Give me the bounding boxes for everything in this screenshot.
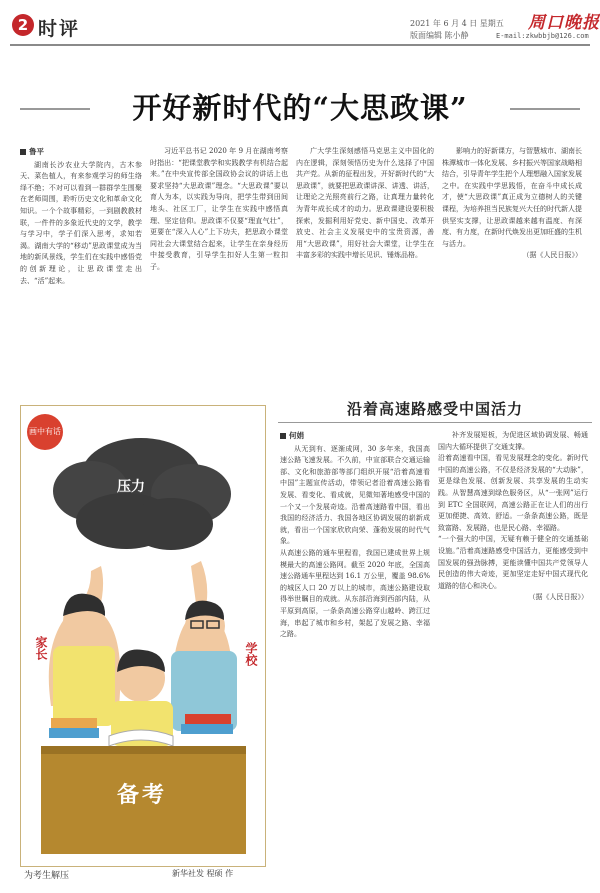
cloud-label: 压力 [117,479,145,495]
header-divider [10,44,590,46]
article1-column-2 [150,146,288,391]
issue-date: 2021 年 6 月 4 日 星期五 [410,19,504,28]
article1-byline: 鲁平 [20,146,142,158]
newspaper-masthead: 周口晚报 [528,13,600,33]
second-headline: 沿着高速路感受中国活力 [346,400,523,418]
article2-paragraph: 从无到有、逐渐成网，30 多年来，我国高速公路飞速发展。不久前，中宣部联合交通运输部、文化和旅游部等部门组织开展“沿着高速看中国”主题宣传活动，带领记者沿着高速公路看发展、看变化、看成就，见微知著地感受中国的一个又一个发展奇迹。沿着高速路看中国，看出我国的经济活力、我国各地区协调发展的崭新成就，看出一个国家欣欣向荣、蓬勃发展的时代气象。 从高速公路的通车里程看，我国已建成世界上规模最大的高速公路网。截至 2020 年底，全国高速公路通车里程达到 16.1 万公里，覆盖 98.6% 的城区人口 20 万以上的城市，高速公路建设取得举世瞩目的成就。从东部沿海到西部内陆，从平原到高原，一条条高速公路穿山越岭、跨江过海，串起了城市和乡村，架起了发展之路、幸福之路。 [280,444,430,639]
byline-marker-icon [280,433,286,439]
article1-column-3 [296,146,434,391]
section-title: 时评 [38,18,81,40]
page-number-badge: 2 [12,14,34,36]
article1-paragraph: 影响力的好新课方，与智慧城市、湖南长株潭城市一体化发展、乡村振兴等国家战略相结合，引导青年学生把个人理想融入国家发展之中。在实践中学思践悟，在奋斗中成长成才，使“大思政课”真正成为立德树人的关键课程，为培养担当民族复兴大任的时代新人提供坚实支撑，让思政课越来越有温度、有深度、有力度，在新时代焕发出更加旺盛的生机与活力。 [442,147,582,248]
desk-label: 备考 [117,782,168,808]
article2-column-2 [438,430,588,870]
second-headline-rule [278,422,592,423]
main-headline: 开好新时代的“大思政课” [132,91,468,125]
parent-label: 家长 [34,636,48,660]
cartoon-section-tag: 画中有话 [27,414,63,450]
article2-column-1 [280,430,430,870]
cartoon-credit: 新华社发 程硕 作 [172,869,234,878]
article2-byline: 何娟 [280,430,430,442]
article1-column-1 [20,146,142,388]
article1-paragraph: 广大学生深刻感悟马克思主义中国化的内在逻辑，深刻领悟历史为什么选择了中国共产党。从新的征程出发，开好新时代的“大思政课”，就要把思政课讲深、讲透、讲活，让理论之光照亮前行之路，让真理力量转化为青年成长成才的动力。思政课建设要积极探索，发掘利用好党史、新中国史、改革开放史、社会主义发展史中的宝贵资源，善用“大思政课”，用好社会大课堂，让学生在丰富多彩的实践中增长见识、锤炼品格。 [296,147,434,260]
page-header [0,0,600,44]
article1-column-4 [442,146,582,391]
school-label: 学校 [244,642,258,666]
contact-email: E-mail:zkwbbjb@126.com [496,32,589,40]
editorial-cartoon [20,405,266,867]
article2-source: （据《人民日报》） [528,593,588,602]
article1-paragraph: 湖南长沙农业大学院内，古木参天、菜色植人，有来参观学习的师生络绎不绝；不对可以看到一群群学生围聚在老师周围，聆听历史文化和革命文化知识。一个个故事精彩，一到剧教教材联，一件件的多象近代史的文学，教学与学习中，学子们深入思考，求知若渴。湖南大学的“移动”思政课堂成为当地的新风景线，学生们在实践中感悟党的创新理论，让思政课堂走出去、“活”起来。 [20,160,142,285]
byline-marker-icon [20,149,26,155]
parent-figure [49,566,121,726]
cartoon-caption: 为考生解压 [24,871,70,881]
teacher-figure [171,561,237,731]
article1-paragraph: 习近平总书记 2020 年 9 月在湖南考察时指出：“把课堂教学和实践教学有机结合起来。”在中央宣传部全国政协会议的讲话上也要求坚持“大思政课”理念。“大思政课”要以育人为本，以实践为导向，把学生带到田间地头、社区工厂，让学生在实践中感悟真理、坚定信仰。思政课不仅要“理直气壮”，更要在“深入人心”上下功夫，把思政小课堂同社会大课堂结合起来，让学生在亲身经历中接受教育，引导学生扣好人生第一粒扣子。 [150,147,288,271]
issue-editor: 版面编辑 陈小静 [410,31,469,40]
article1-source: （据《人民日报》） [522,251,582,260]
article2-paragraph: 补齐发展短板，为促进区域协调发展、畅通国内大循环提供了交通支撑。 沿着高速看中国，看见发展理念的变化。新时代中国的高速公路，不仅是经济发展的“大动脉”，更是绿色发展、创新发展、共享发展的生动实践。从智慧高速到绿色服务区，从“一张网”运行到 ETC 全国联网，高速公路正在让人们的出行更加便捷、高效、舒适。一条条高速公路，既是致富路、发展路，也是民心路、幸福路。 “一个强大的中国，无疑有赖于健全的交通基础设施。”沿着高速路感受中国活力，更能感受到中国发展的强劲脉搏，更能读懂中国共产党领导人民创造的伟大奇迹，更加坚定走好中国式现代化道路的信心和决心。 [438,431,588,590]
